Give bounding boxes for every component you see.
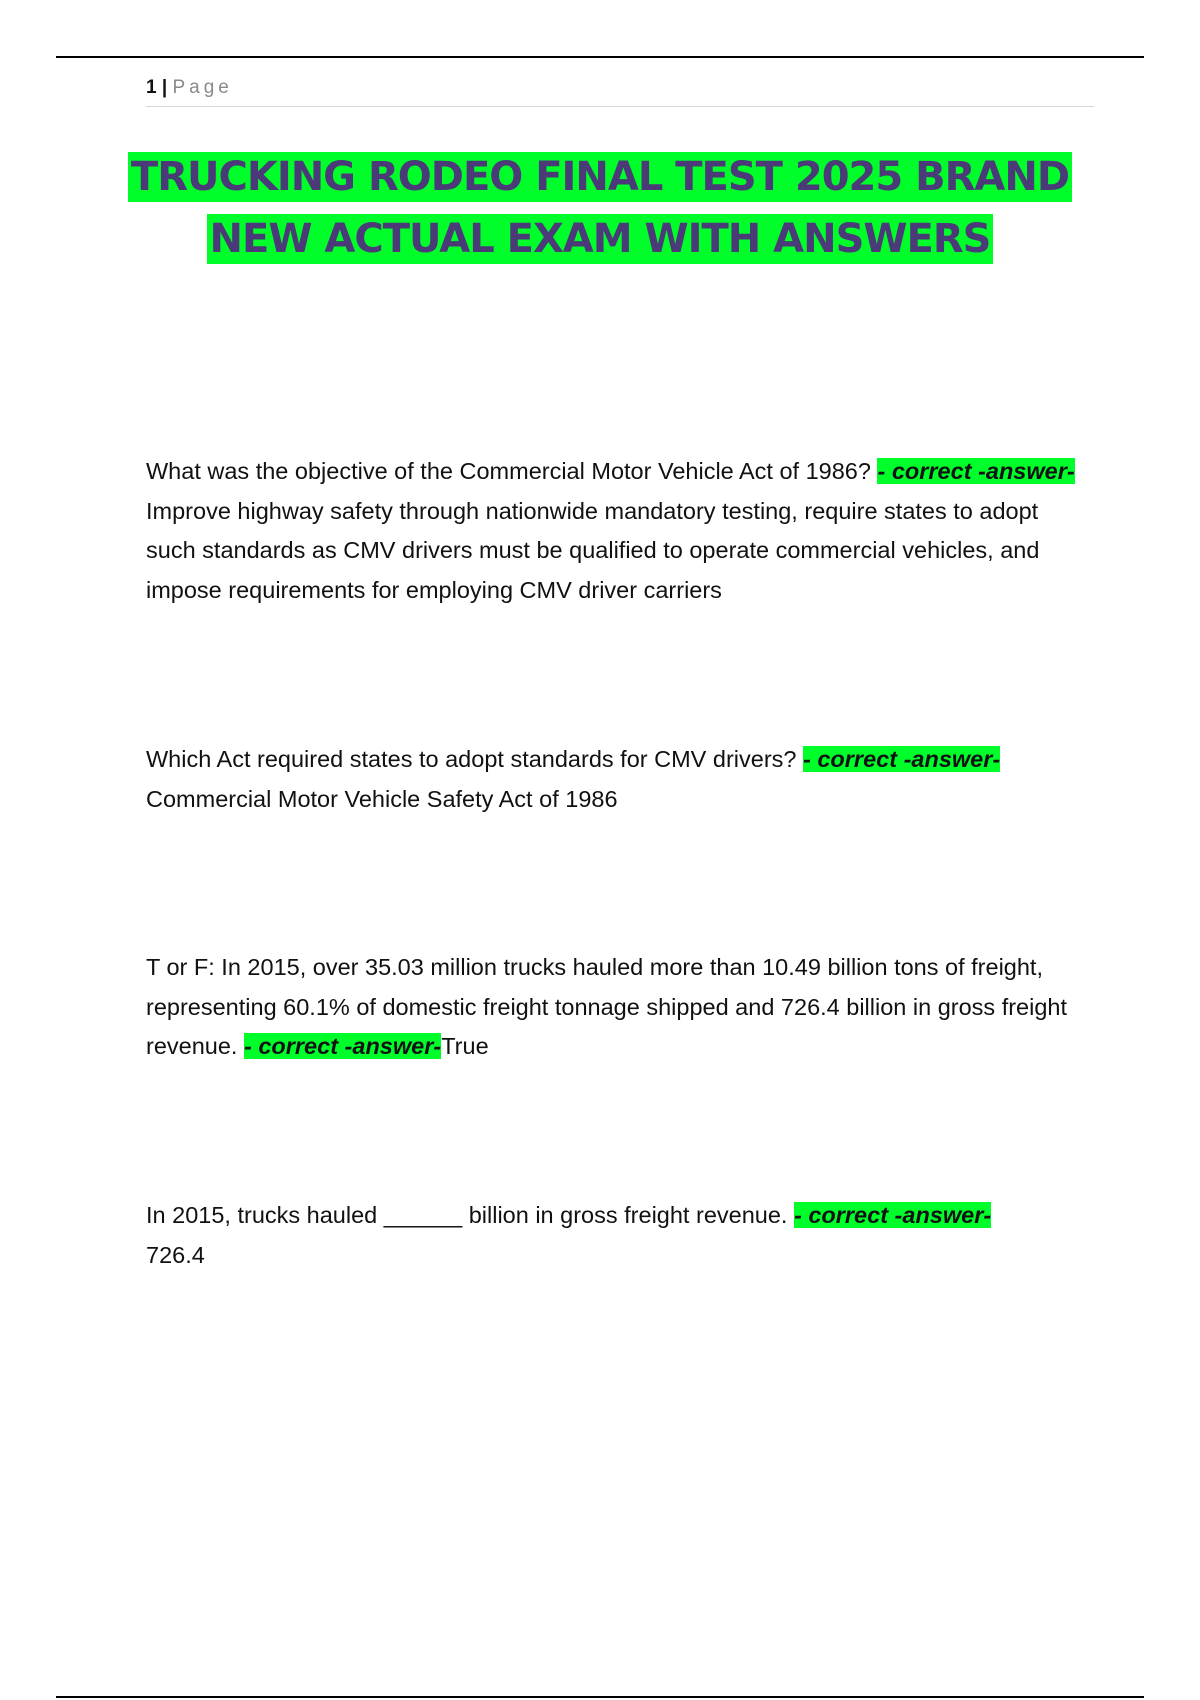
- qa-item: [146, 452, 1086, 610]
- bottom-rule: [56, 1696, 1144, 1698]
- question-text: What was the objective of the Commercial Motor Vehicle Act of 1986?: [146, 458, 878, 484]
- question-text: In 2015, trucks hauled ______ billion in gross freight revenue.: [146, 1202, 794, 1228]
- answer-text: Improve highway safety through nationwide mandatory testing, require states to adopt such standards as CMV drivers must be qualified to operate commercial vehicles, and impose requirements for employing CMV driver carriers: [146, 497, 1040, 603]
- answer-text: True: [441, 1033, 489, 1059]
- qa-item: [146, 948, 1086, 1067]
- correct-answer-tag: - correct -answer-: [803, 746, 1001, 772]
- qa-item: [146, 1196, 1086, 1275]
- page-number: 1: [146, 77, 157, 98]
- page-label: Page: [172, 77, 233, 98]
- qa-item: [146, 740, 1086, 819]
- question-text: Which Act required states to adopt standards for CMV drivers?: [146, 746, 803, 772]
- document-title: [120, 146, 1080, 270]
- correct-answer-tag: - correct -answer-: [793, 1202, 992, 1228]
- title-line-1: TRUCKING RODEO FINAL TEST 2025 BRAND: [128, 152, 1072, 202]
- question-text: T or F: In 2015, over 35.03 million trucks hauled more than 10.49 billion tons of freight, representing 60.1% of domestic freight tonnage shipped and 726.4 billion in gross freight revenue.: [146, 954, 1068, 1059]
- correct-answer-tag: - correct -answer-: [877, 458, 1075, 484]
- top-rule: [56, 56, 1144, 58]
- page-separator: |: [161, 77, 168, 98]
- answer-text: Commercial Motor Vehicle Safety Act of 1986: [146, 785, 618, 812]
- page-header: [146, 76, 1094, 107]
- correct-answer-tag: - correct -answer-: [243, 1033, 442, 1059]
- title-line-2: NEW ACTUAL EXAM WITH ANSWERS: [207, 214, 994, 264]
- answer-text: 726.4: [146, 1241, 205, 1268]
